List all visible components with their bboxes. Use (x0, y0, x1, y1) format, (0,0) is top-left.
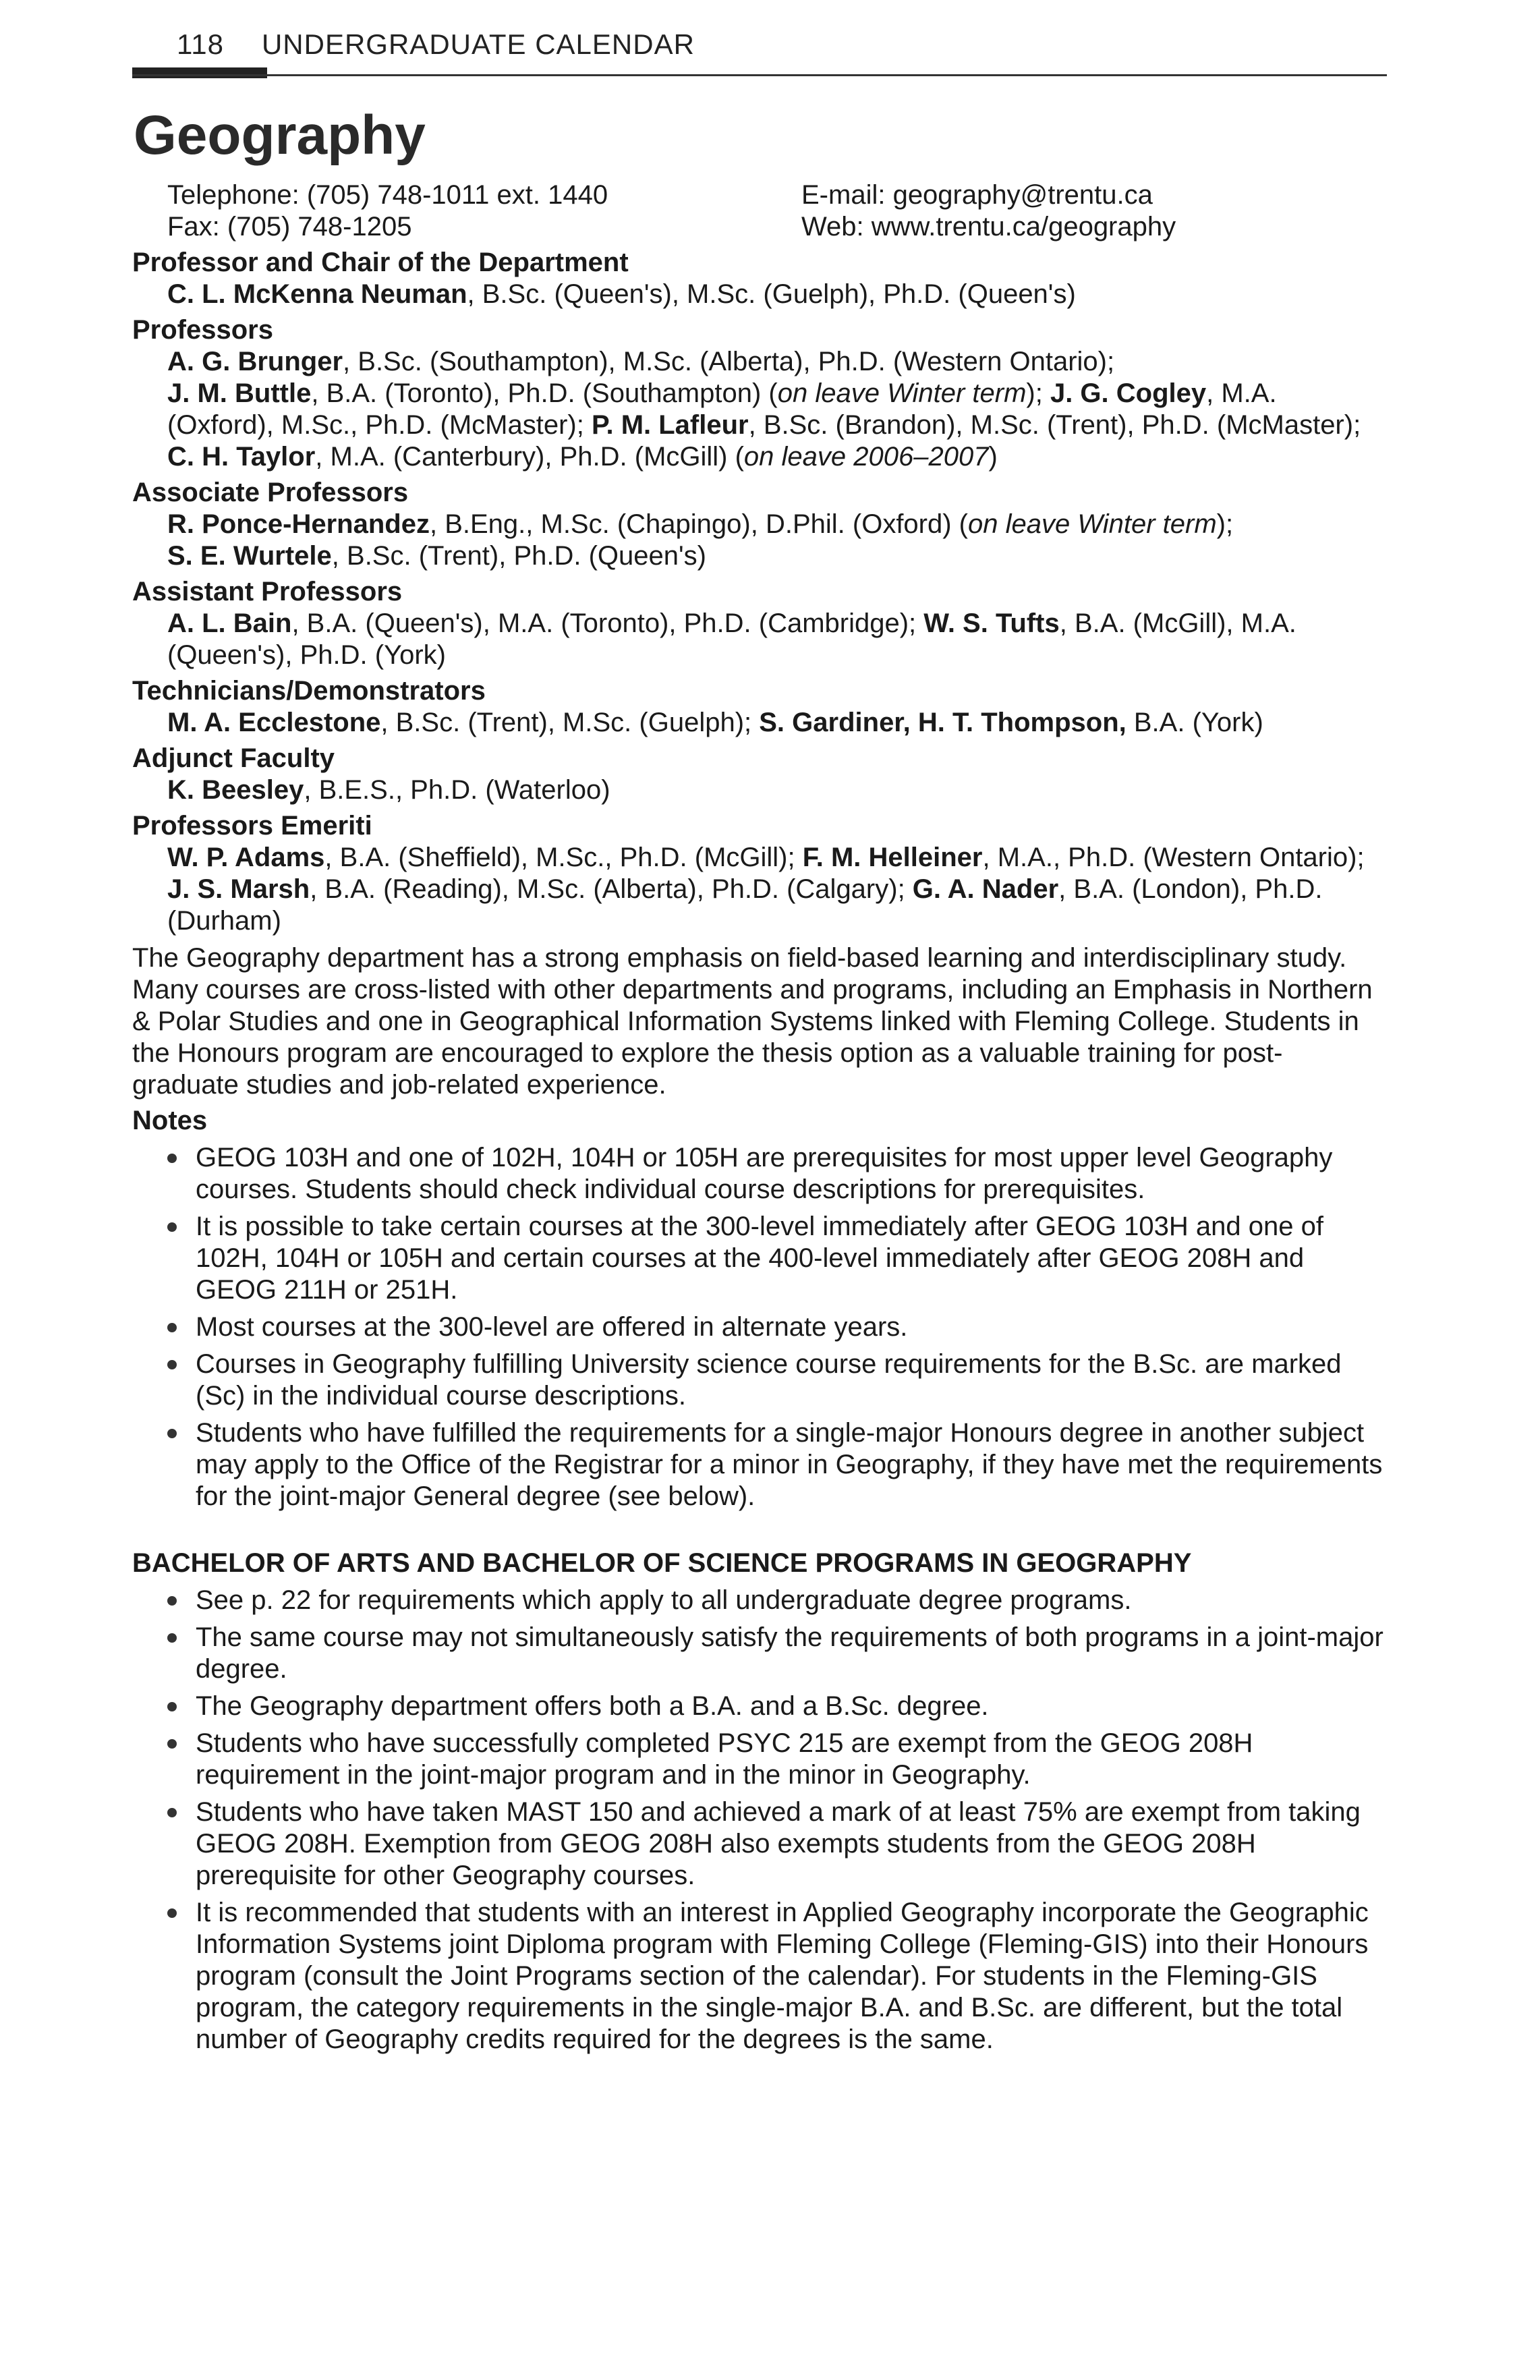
faculty-credentials: , B.Sc. (Trent), M.Sc. (Guelph); (380, 708, 760, 737)
contact-right (801, 179, 1387, 243)
emeriti-heading: Professors Emeriti (132, 811, 372, 841)
assistant-entry (167, 608, 1387, 671)
faculty-name: J. S. Marsh (167, 874, 310, 904)
list-item-text: It is recommended that students with an interest in Applied Geography incorporate the Geographic Information Systems joint Diploma program with Fleming College (Fleming-GIS) into their Honours program (consult the Joint Programs section of the calendar). For students in the Fleming-GIS program, the category requirements in the single-major B.A. and B.Sc. are different, but the total number of Geography credits required for the degrees is the same. (196, 1898, 1369, 2054)
faculty-credentials: ); (1216, 509, 1234, 539)
leave-note: on leave Winter term (968, 509, 1217, 539)
bullet-icon (167, 1702, 177, 1711)
associate-entry (167, 509, 1387, 572)
faculty-credentials: , B.E.S., Ph.D. (Waterloo) (304, 775, 610, 805)
faculty-name: W. S. Tufts (923, 608, 1060, 638)
faculty-name: C. L. McKenna Neuman (167, 279, 467, 309)
faculty-name: R. Ponce-Hernandez (167, 509, 430, 539)
faculty-name: M. A. Ecclestone (167, 708, 381, 737)
faculty-name: K. Beesley (167, 775, 304, 805)
adjunct-heading: Adjunct Faculty (132, 743, 335, 773)
list-item-text: GEOG 103H and one of 102H, 104H or 105H are prerequisites for most upper level Geography courses. Students should check individual course descriptions for prerequisites. (196, 1143, 1333, 1204)
faculty-credentials: , M.A. (Oxford), M.Sc., Ph.D. (McMaster); (167, 378, 1277, 440)
bullet-icon (167, 1808, 177, 1817)
contact-block (167, 179, 1387, 243)
list-item (132, 1311, 1387, 1343)
faculty-credentials: ) (988, 442, 998, 472)
bullet-icon (167, 1360, 177, 1369)
chair-heading: Professor and Chair of the Department (132, 248, 629, 277)
professors-heading: Professors (132, 315, 273, 345)
header-rule-thick (132, 67, 267, 78)
list-item (132, 1691, 1387, 1722)
faculty-name: F. M. Helleiner (802, 843, 983, 872)
web: Web: www.trentu.ca/geography (801, 212, 1176, 242)
faculty-name: S. E. Wurtele (167, 541, 332, 571)
list-item-text: Students who have taken MAST 150 and achieved a mark of at least 75% are exempt from taking GEOG 208H. Exemption from GEOG 208H also exempts students from the GEOG 208H prerequisite for other Geography courses. (196, 1797, 1361, 1890)
bullet-icon (167, 1222, 177, 1232)
professors-entry (167, 346, 1387, 473)
list-item-text: Most courses at the 300-level are offered in alternate years. (196, 1312, 908, 1342)
list-item-text: It is possible to take certain courses at the 300-level immediately after GEOG 103H and one of 102H, 104H or 105H and certain courses at the 400-level immediately after GEOG 208H and GEOG 211H or 251H. (196, 1212, 1323, 1305)
intro-paragraph: The Geography department has a strong emphasis on field-based learning and interdisciplinary study. Many courses are cross-listed with other departments and programs, including an Emphasis in Northern & Polar Studies and one in Geographical Information Systems linked with Fleming College. Students in the Honours program are encouraged to explore the thesis option as a valuable training for post-graduate studies and job-related experience. (132, 943, 1373, 1100)
technicians-heading: Technicians/Demonstrators (132, 676, 486, 706)
bullet-icon (167, 1429, 177, 1438)
notes-heading: Notes (132, 1106, 208, 1135)
list-item-text: The Geography department offers both a B.A. and a B.Sc. degree. (196, 1691, 989, 1721)
bullet-icon (167, 1323, 177, 1332)
list-item-text: Students who have fulfilled the requirements for a single-major Honours degree in another subject may apply to the Office of the Registrar for a minor in Geography, if they have met the requirements for the joint-major General degree (see below). (196, 1418, 1383, 1511)
faculty-name: A. L. Bain (167, 608, 292, 638)
faculty-credentials: , B.Sc. (Southampton), M.Sc. (Alberta), Ph.D. (Western Ontario); (343, 347, 1115, 376)
leave-note: on leave Winter term (777, 378, 1027, 408)
list-item (132, 1349, 1387, 1412)
adjunct-entry (167, 774, 1387, 806)
faculty-credentials: , B.A. (Sheffield), M.Sc., Ph.D. (McGill); (324, 843, 803, 872)
faculty-name: S. Gardiner, H. T. Thompson, (759, 708, 1127, 737)
list-item (132, 1728, 1387, 1791)
running-head (177, 28, 695, 61)
page-content (132, 179, 1387, 2056)
bullet-icon (167, 1908, 177, 1918)
list-item (132, 1211, 1387, 1306)
email: E-mail: geography@trentu.ca (801, 180, 1153, 210)
faculty-credentials: , B.Eng., M.Sc. (Chapingo), D.Phil. (Oxford) ( (429, 509, 968, 539)
faculty-credentials: , B.A. (Reading), M.Sc. (Alberta), Ph.D. (Calgary); (310, 874, 913, 904)
header-rule (132, 74, 1387, 76)
bullet-icon (167, 1154, 177, 1163)
faculty-credentials: , B.A. (Queen's), M.A. (Toronto), Ph.D. (Cambridge); (291, 608, 924, 638)
list-item-text: The same course may not simultaneously satisfy the requirements of both programs in a joint-major degree. (196, 1622, 1384, 1684)
list-item (132, 1796, 1387, 1892)
faculty-name: W. P. Adams (167, 843, 325, 872)
associate-heading: Associate Professors (132, 478, 409, 507)
emeriti-entry (167, 842, 1387, 937)
faculty-name: J. M. Buttle (167, 378, 312, 408)
faculty-name: P. M. Lafleur (591, 410, 749, 440)
faculty-name: J. G. Cogley (1050, 378, 1207, 408)
technicians-entry (167, 707, 1387, 739)
faculty-credentials: ); (1026, 378, 1050, 408)
faculty-credentials: , B.A. (McGill), M.A. (Queen's), Ph.D. (York) (167, 608, 1296, 670)
faculty-credentials: , B.Sc. (Brandon), M.Sc. (Trent), Ph.D. (McMaster); (748, 410, 1361, 440)
telephone: Telephone: (705) 748-1011 ext. 1440 (167, 180, 608, 210)
faculty-credentials: , B.A. (Toronto), Ph.D. (Southampton) ( (311, 378, 778, 408)
assistant-heading: Assistant Professors (132, 577, 403, 606)
page-number: 118 (177, 28, 224, 60)
notes-list (132, 1142, 1387, 1512)
programs-heading: BACHELOR OF ARTS AND BACHELOR OF SCIENCE PROGRAMS IN GEOGRAPHY (132, 1548, 1192, 1578)
faculty-name: G. A. Nader (912, 874, 1059, 904)
programs-list (132, 1585, 1387, 2056)
faculty-credentials: , B.A. (London), Ph.D. (Durham) (167, 874, 1323, 936)
faculty-name: A. G. Brunger (167, 347, 343, 376)
faculty-credentials: , M.A., Ph.D. (Western Ontario); (982, 843, 1365, 872)
faculty-credentials: B.A. (York) (1126, 708, 1263, 737)
bullet-icon (167, 1633, 177, 1643)
list-item (132, 1897, 1387, 2056)
list-item (132, 1142, 1387, 1206)
faculty-credentials: , B.Sc. (Trent), Ph.D. (Queen's) (331, 541, 706, 571)
list-item (132, 1417, 1387, 1512)
faculty-name: C. H. Taylor (167, 442, 316, 472)
leave-note: on leave 2006–2007 (743, 442, 989, 472)
fax: Fax: (705) 748-1205 (167, 212, 412, 242)
chair-entry (167, 279, 1387, 310)
list-item-text: See p. 22 for requirements which apply to all undergraduate degree programs. (196, 1585, 1132, 1615)
bullet-icon (167, 1596, 177, 1606)
contact-left (167, 179, 801, 243)
faculty-credentials: , M.A. (Canterbury), Ph.D. (McGill) ( (315, 442, 744, 472)
running-title: UNDERGRADUATE CALENDAR (261, 28, 695, 60)
list-item-text: Students who have successfully completed PSYC 215 are exempt from the GEOG 208H requirement in the joint-major program and in the minor in Geography. (196, 1728, 1253, 1790)
bullet-icon (167, 1739, 177, 1749)
list-item (132, 1585, 1387, 1616)
page-title: Geography (134, 105, 426, 166)
list-item-text: Courses in Geography fulfilling University science course requirements for the B.Sc. are marked (Sc) in the individual course descriptions. (196, 1349, 1342, 1411)
list-item (132, 1622, 1387, 1685)
faculty-credentials: , B.Sc. (Queen's), M.Sc. (Guelph), Ph.D. (Queen's) (467, 279, 1076, 309)
